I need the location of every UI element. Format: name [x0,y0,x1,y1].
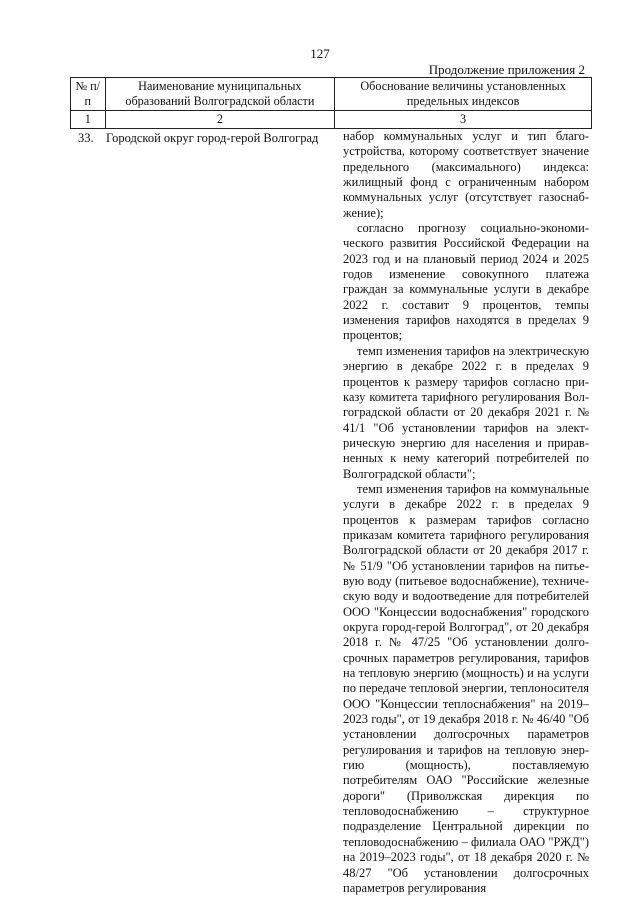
header-justification: Обоснование величины установленных предельных индексов [335,78,592,111]
row-number: 33. [78,131,94,145]
justification-text [343,129,589,896]
column-number-1: 1 [71,111,106,129]
header-municipality: Наименование муниципальных образований Волгоградской области [105,78,335,111]
table-header-row [71,78,592,111]
municipality-name: Городской округ город-герой Волгоград [106,131,319,145]
justification-paragraph: набор коммунальных услуг и тип благоустройства, которому соответствует значение предельного (максимального) индекса: жилищный фонд с ограниченным набором коммунальных услуг (отсутствует газоснабжение); [343,129,589,220]
column-number-2: 2 [105,111,335,129]
indices-table-header [70,77,592,129]
justification-paragraph: темп изменения тарифов на электрическую энергию в декабре 2022 г. в пределах 9 процентов к размеру тарифов согласно приказу комитета тарифного регулирования Волгоградской области от 20 декабря 2021 г. № 41/1 "Об установлении тарифов на электрическую энергию для населения и приравненных к нему категорий потребителей по Волгоградской области"; [343,343,589,481]
column-number-3: 3 [335,111,592,129]
header-num: № п/п [71,78,106,111]
column-number-row [71,111,592,129]
page-number: 127 [310,46,330,61]
appendix-continuation-label: Продолжение приложения 2 [428,62,585,77]
justification-paragraph: согласно прогнозу социально-экономического развития Российской Федерации на 2023 год и на плановый период 2024 и 2025 годов изменение совокупного платежа граждан за коммунальные услуги в декабре 2022 г. составит 9 процентов, темпы изменения тарифов находятся в пределах 9 процентов; [343,221,589,343]
justification-paragraph: темп изменения тарифов на коммунальные услуги в декабре 2022 г. в пределах 9 процентов к размерам тарифов согласно приказам комитета тарифного регулирования Волгоградской области от 20 декабря 2017 г. № 51/9 "Об установлении тарифов на питьевую воду (питьевое водоснабжение), техническую воду и водоотведение для потребителей ООО "Концессии водоснабжения" городского округа город-герой Волгоград", от 20 декабря 2018 г. № 47/25 "Об установлении долгосрочных параметров регулирования, тарифов на тепловую энергию (мощность) и на услуги по передаче тепловой энергии, теплоносителя ООО "Концессии теплоснабжения" на 2019–2023 годы", от 19 декабря 2018 г. № 46/40 "Об установлении долгосрочных параметров регулирования и тарифов на тепловую энергию (мощность), поставляемую потребителям ОАО "Российские железные дороги" (Приволжская дирекция по тепловодоснабжению – структурное подразделение Центральной дирекции по тепловодоснабжению – филиала ОАО "РЖД") на 2019–2023 годы", от 18 декабря 2020 г. № 48/27 "Об установлении долгосрочных параметров регулирования [343,481,589,895]
